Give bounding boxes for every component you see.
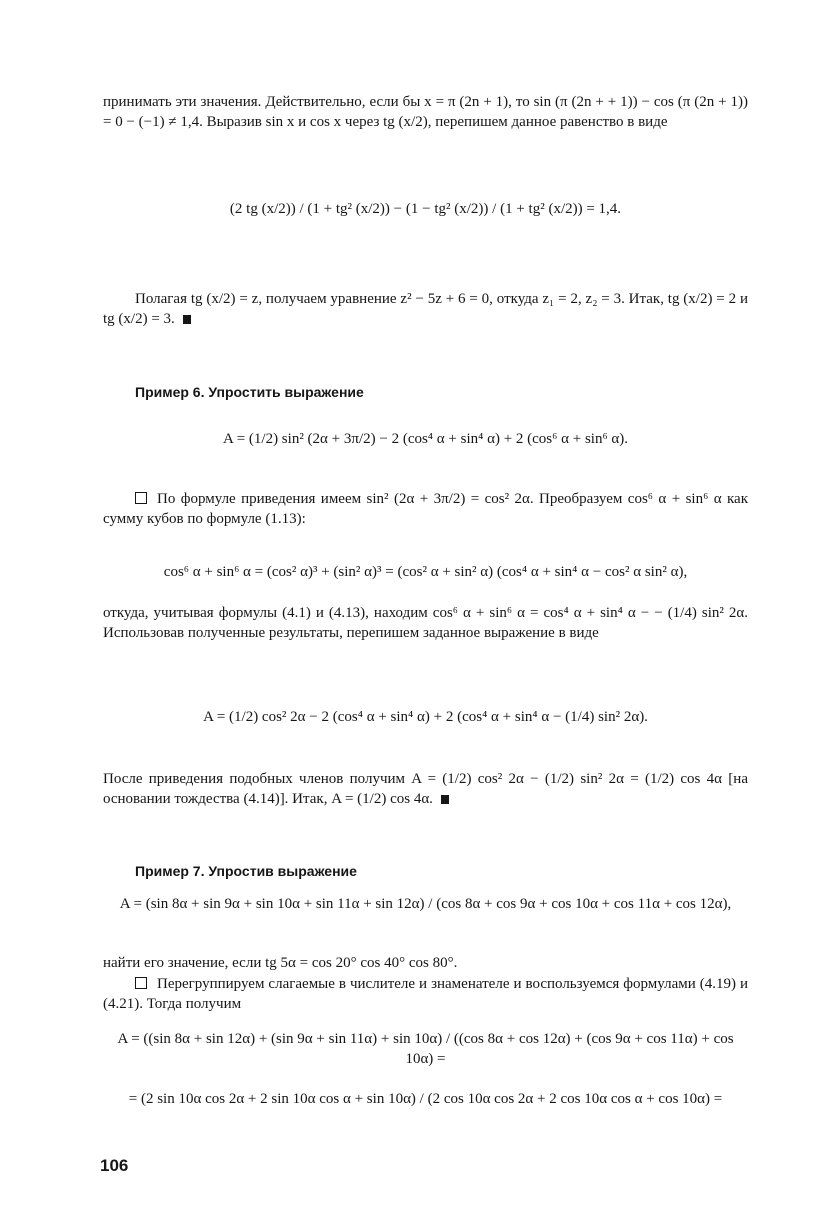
equation-transformed: = (2 sin 10α cos 2α + 2 sin 10α cos α + sin 10α) / (2 cos 10α cos 2α + 2 cos 10α cos α + cos 10α) = (128, 1091, 723, 1107)
example-7-heading: Пример 7. Упростив выражение (135, 863, 357, 879)
paragraph-result: После приведения подобных членов получим A = (1/2) cos² 2α − (1/2) sin² 2α = (1/2) cos 4α [на основании тождества (4.14)]. Итак, A = (1/2) cos 4α. (103, 771, 748, 807)
proof-start-square-icon-2 (135, 977, 147, 989)
end-of-proof-mark (183, 315, 191, 324)
paragraph-regroup: Перегруппируем слагаемые в числителе и знаменателе и воспользуемся формулами (4.19) и (4.21). Тогда получим (103, 976, 748, 1012)
equation-example-6: A = (1/2) sin² (2α + 3π/2) − 2 (cos⁴ α + sin⁴ α) + 2 (cos⁶ α + sin⁶ α). (222, 431, 629, 447)
equation-rewritten: A = (1/2) cos² 2α − 2 (cos⁴ α + sin⁴ α) + 2 (cos⁴ α + sin⁴ α − (1/4) sin² 2α). (203, 709, 648, 725)
equation-1: (2 tg (x/2)) / (1 + tg² (x/2)) − (1 − tg² (x/2)) / (1 + tg² (x/2)) = 1,4. (229, 201, 622, 217)
proof-start-square-icon (135, 492, 147, 504)
task-condition: найти его значение, если tg 5α = cos 20° cos 40° cos 80°. (103, 955, 458, 971)
example-6-heading: Пример 6. Упростить выражение (135, 384, 364, 400)
paragraph-substitution: Полагая tg (x/2) = z, получаем уравнение z² − 5z + 6 = 0, откуда z₁ = 2, z₂ = 3. Итак, tg (x/2) = 2 и tg (x/2) = 3. (103, 291, 748, 327)
page-number: 106 (100, 1156, 129, 1175)
paragraph-reduction: По формуле приведения имеем sin² (2α + 3π/2) = cos² 2α. Преобразуем cos⁶ α + sin⁶ α как сумму кубов по формуле (1.13): (103, 491, 748, 527)
end-of-proof-mark-2 (441, 795, 449, 804)
equation-sum-of-cubes: cos⁶ α + sin⁶ α = (cos² α)³ + (sin² α)³ = (cos² α + sin² α) (cos⁴ α + sin⁴ α − cos² α sin² α), (163, 564, 688, 580)
equation-regrouped: A = ((sin 8α + sin 12α) + (sin 9α + sin 11α) + sin 10α) / ((cos 8α + cos 12α) + (cos 9α + cos 11α) + cos 10α) = (117, 1031, 734, 1067)
paragraph-intro: принимать эти значения. Действительно, если бы x = π (2n + 1), то sin (π (2n + + 1)) − cos (π (2n + 1)) = 0 − (−1) ≠ 1,4. Выразив sin x и cos x через tg (x/2), перепишем данное равенство в виде (103, 94, 748, 130)
equation-example-7: A = (sin 8α + sin 9α + sin 10α + sin 11α + sin 12α) / (cos 8α + cos 9α + cos 10α + cos 11α + cos 12α), (119, 896, 732, 912)
paragraph-rewrite: откуда, учитывая формулы (4.1) и (4.13), находим cos⁶ α + sin⁶ α = cos⁴ α + sin⁴ α − − (1/4) sin² 2α. Использовав полученные результаты, перепишем заданное выражение в виде (103, 605, 748, 641)
